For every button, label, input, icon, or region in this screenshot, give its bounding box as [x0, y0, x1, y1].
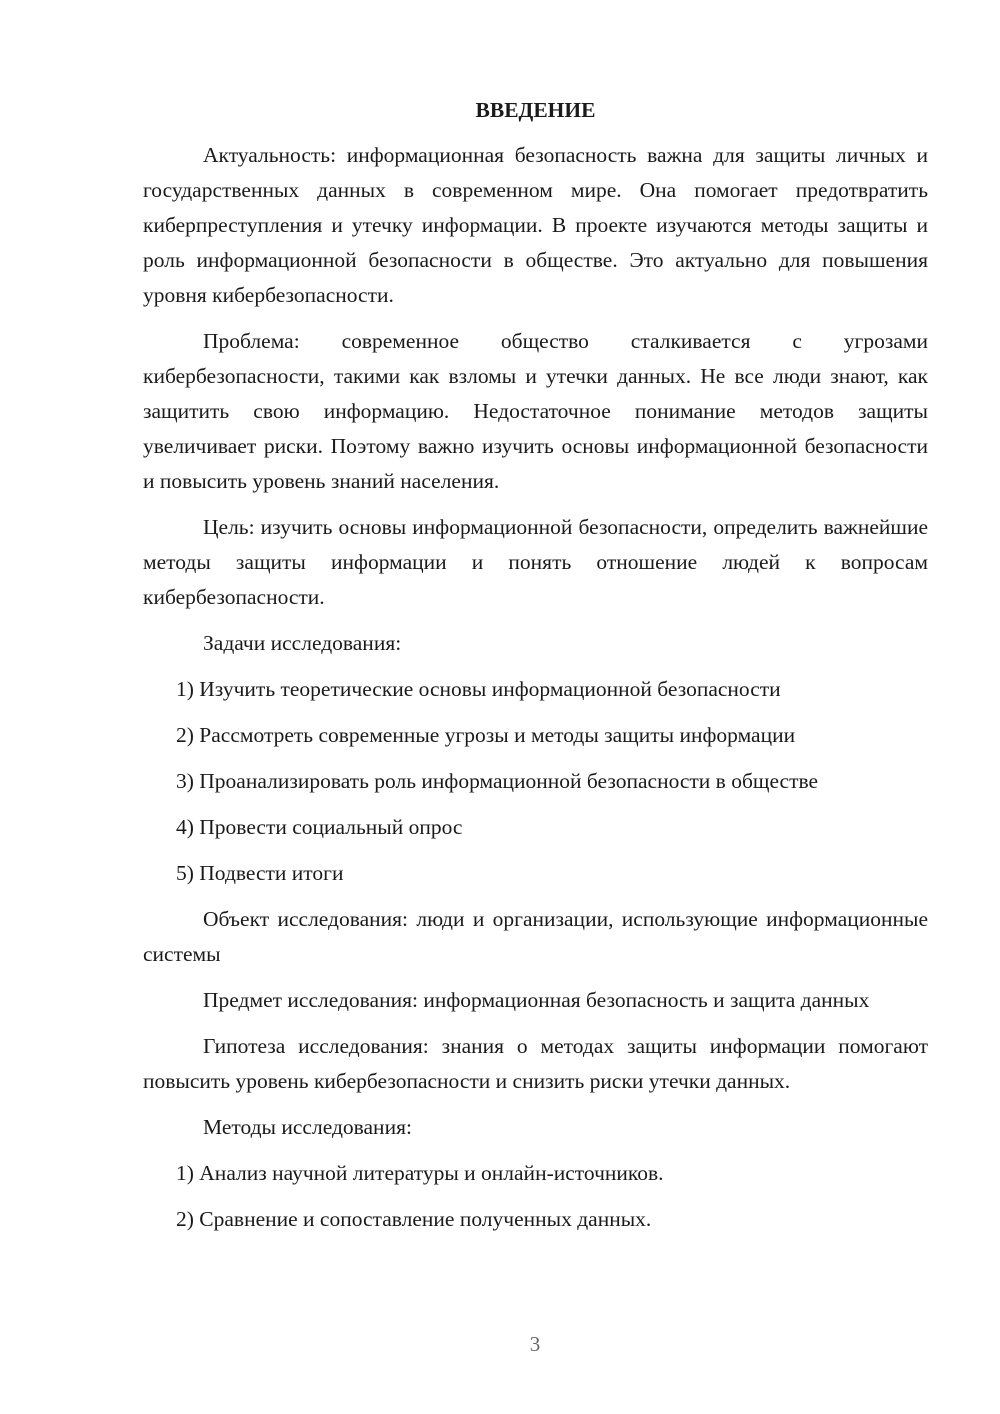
- subject-paragraph: Предмет исследования: информационная безопасность и защита данных: [203, 988, 870, 1012]
- task-item-1: 1) Изучить теоретические основы информационной безопасности: [176, 677, 781, 701]
- task-item-4: 4) Провести социальный опрос: [176, 815, 463, 839]
- problem-paragraph: Проблема: современное общество сталкивается с угрозами кибербезопасности, такими как взломы и утечки данных. Не все люди знают, как защитить свою информацию. Недостаточное понимание методов защиты увеличивает риски. Поэтому важно изучить основы информационной безопасности и повысить уровень знаний населения.: [143, 329, 928, 493]
- task-item-5: 5) Подвести итоги: [176, 861, 344, 885]
- page-number: 3: [529, 1332, 541, 1356]
- relevance-paragraph: Актуальность: информационная безопасность важна для защиты личных и государственных данных в современном мире. Она помогает предотвратить киберпреступления и утечку информации. В проекте изучаются методы защиты и роль информационной безопасности в обществе. Это актуально для повышения уровня кибербезопасности.: [143, 143, 928, 307]
- page-content: [143, 96, 928, 1248]
- task-item-2: 2) Рассмотреть современные угрозы и методы защиты информации: [176, 723, 796, 747]
- section-heading: ВВЕДЕНИЕ: [475, 98, 596, 122]
- tasks-list: [143, 672, 928, 891]
- method-item-2: 2) Сравнение и сопоставление полученных данных.: [176, 1207, 652, 1231]
- goal-paragraph: Цель: изучить основы информационной безопасности, определить важнейшие методы защиты информации и понять отношение людей к вопросам кибербезопасности.: [143, 515, 928, 609]
- methods-list: [143, 1156, 928, 1237]
- tasks-label: Задачи исследования:: [203, 631, 402, 655]
- method-item-1: 1) Анализ научной литературы и онлайн-источников.: [176, 1161, 664, 1185]
- methods-label: Методы исследования:: [203, 1115, 412, 1139]
- object-paragraph: Объект исследования: люди и организации, использующие информационные системы: [143, 907, 928, 966]
- hypothesis-paragraph: Гипотеза исследования: знания о методах защиты информации помогают повысить уровень кибербезопасности и снизить риски утечки данных.: [143, 1034, 928, 1093]
- task-item-3: 3) Проанализировать роль информационной безопасности в обществе: [176, 769, 819, 793]
